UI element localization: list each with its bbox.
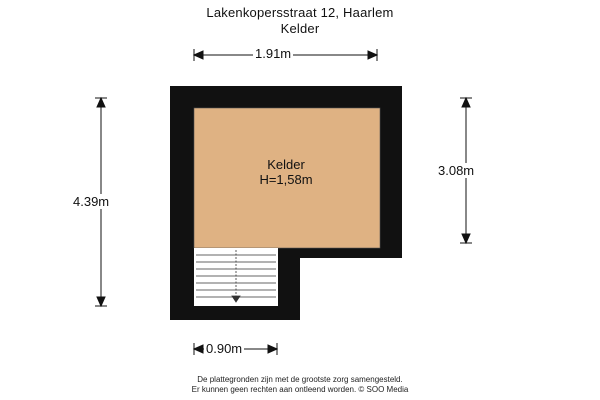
dimension-label-bottom: 0.90m [206,341,243,356]
disclaimer-line-1: De plattegronden zijn met de grootste zorg samengesteld. [197,375,403,384]
disclaimer-line-2: Er kunnen geen rechten aan ontleend worden. © SOO Media [191,385,409,394]
room-name-label: Kelder [267,157,305,172]
dimension-label-left: 4.39m [73,194,110,209]
dimension-label-right: 3.08m [438,163,475,178]
room-height-label: H=1,58m [259,172,313,187]
plan-floor-title: Kelder [280,21,320,36]
plan-address-title: Lakenkopersstraat 12, Haarlem [206,5,394,20]
dimension-label-top: 1.91m [255,46,292,61]
